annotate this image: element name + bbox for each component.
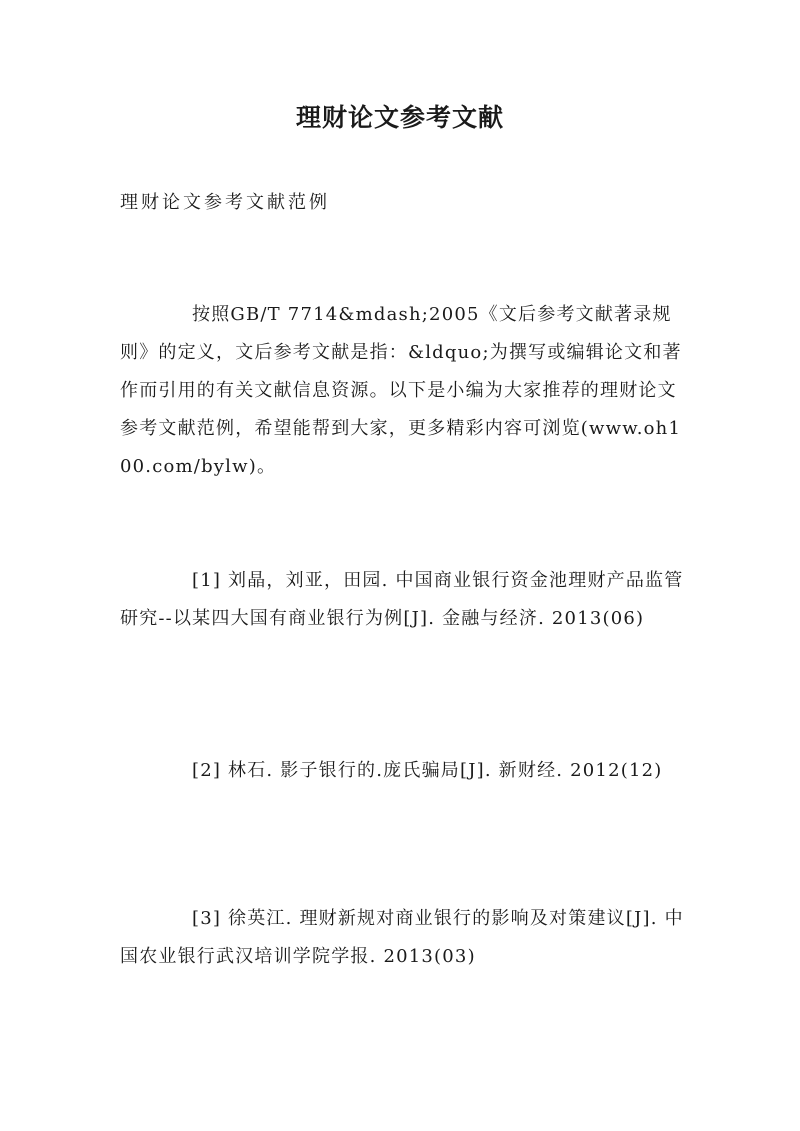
reference-item-3: [3] 徐英江. 理财新规对商业银行的影响及对策建议[J]. 中国农业银行武汉培训学院学报. 2013(03) (120, 908, 684, 967)
intro-paragraph: 按照GB/T 7714&mdash;2005《文后参考文献著录规则》的定义，文后参考文献是指：&ldquo;为撰写或编辑论文和著作而引用的有关文献信息资源。以下是小编为大家推荐的理财论文参考文献范例，希望能帮到大家，更多精彩内容可浏览(www.oh100.com/bylw)。 (120, 304, 682, 477)
document-subtitle: 理财论文参考文献范例 (120, 192, 330, 213)
document-title: 理财论文参考文献 (295, 103, 504, 132)
reference-item-2: [2] 林石. 影子银行的.庞氏骗局[J]. 新财经. 2012(12) (192, 760, 663, 781)
reference-item-1: [1] 刘晶，刘亚，田园. 中国商业银行资金池理财产品监管研究--以某四大国有商业银行为例[J]. 金融与经济. 2013(06) (120, 570, 684, 629)
